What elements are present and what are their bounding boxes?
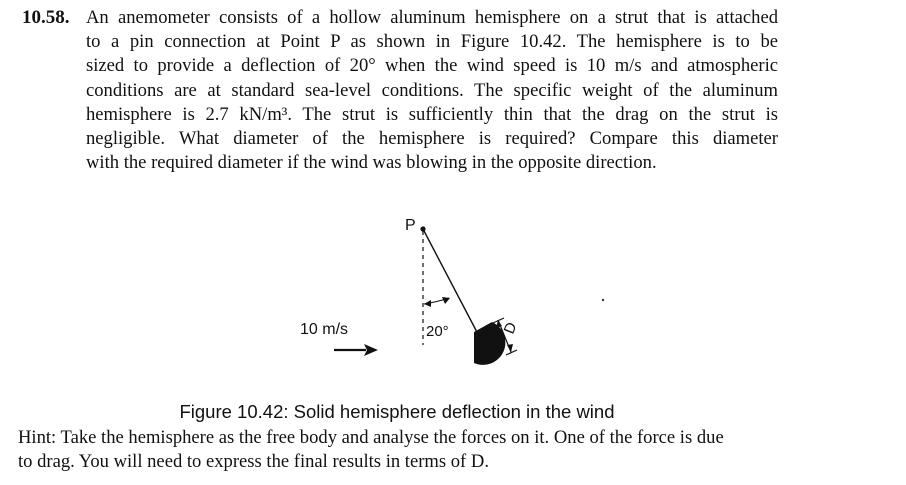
- hint-line: Hint: Take the hemisphere as the free body and analyse the forces on it. One of the force is due: [18, 427, 724, 448]
- problem-line: with the required diameter if the wind was blowing in the opposite direction.: [86, 152, 657, 174]
- hint-text: [18, 426, 888, 474]
- problem-number: 10.58.: [22, 7, 70, 28]
- problem-line: negligible. What diameter of the hemisphere is required? Compare this diameter: [86, 128, 778, 150]
- figure-caption: Figure 10.42: Solid hemisphere deflection in the wind: [179, 401, 615, 422]
- problem-line: An anemometer consists of a hollow aluminum hemisphere on a strut that is attached: [86, 7, 778, 28]
- strut: [423, 229, 479, 336]
- wind-arrow-head: [364, 344, 378, 356]
- pivot-label: P: [405, 217, 416, 234]
- diameter-tick-bottom: [506, 350, 517, 355]
- problem-line: conditions are at standard sea-level conditions. The specific weight of the aluminum: [86, 79, 778, 101]
- problem-line: sized to provide a deflection of 20° when the wind speed is 10 m/s and atmospheric: [86, 55, 778, 77]
- diameter-label: D: [500, 319, 521, 337]
- angle-arrowhead-left: [424, 300, 431, 307]
- wind-speed-label: 10 m/s: [300, 321, 349, 338]
- angle-arrowhead-right: [442, 297, 450, 304]
- stray-dot: [602, 299, 604, 301]
- problem-line: hemisphere is 2.7 kN/m³. The strut is sufficiently thin that the drag on the strut is: [86, 103, 778, 125]
- angle-label: 20°: [426, 323, 449, 340]
- anemometer-figure: [0, 200, 906, 400]
- problem-line: to a pin connection at Point P as shown in Figure 10.42. The hemisphere is to be: [86, 31, 778, 53]
- problem-statement: [86, 6, 778, 175]
- hint-line: to drag. You will need to express the final results in terms of D.: [18, 451, 489, 472]
